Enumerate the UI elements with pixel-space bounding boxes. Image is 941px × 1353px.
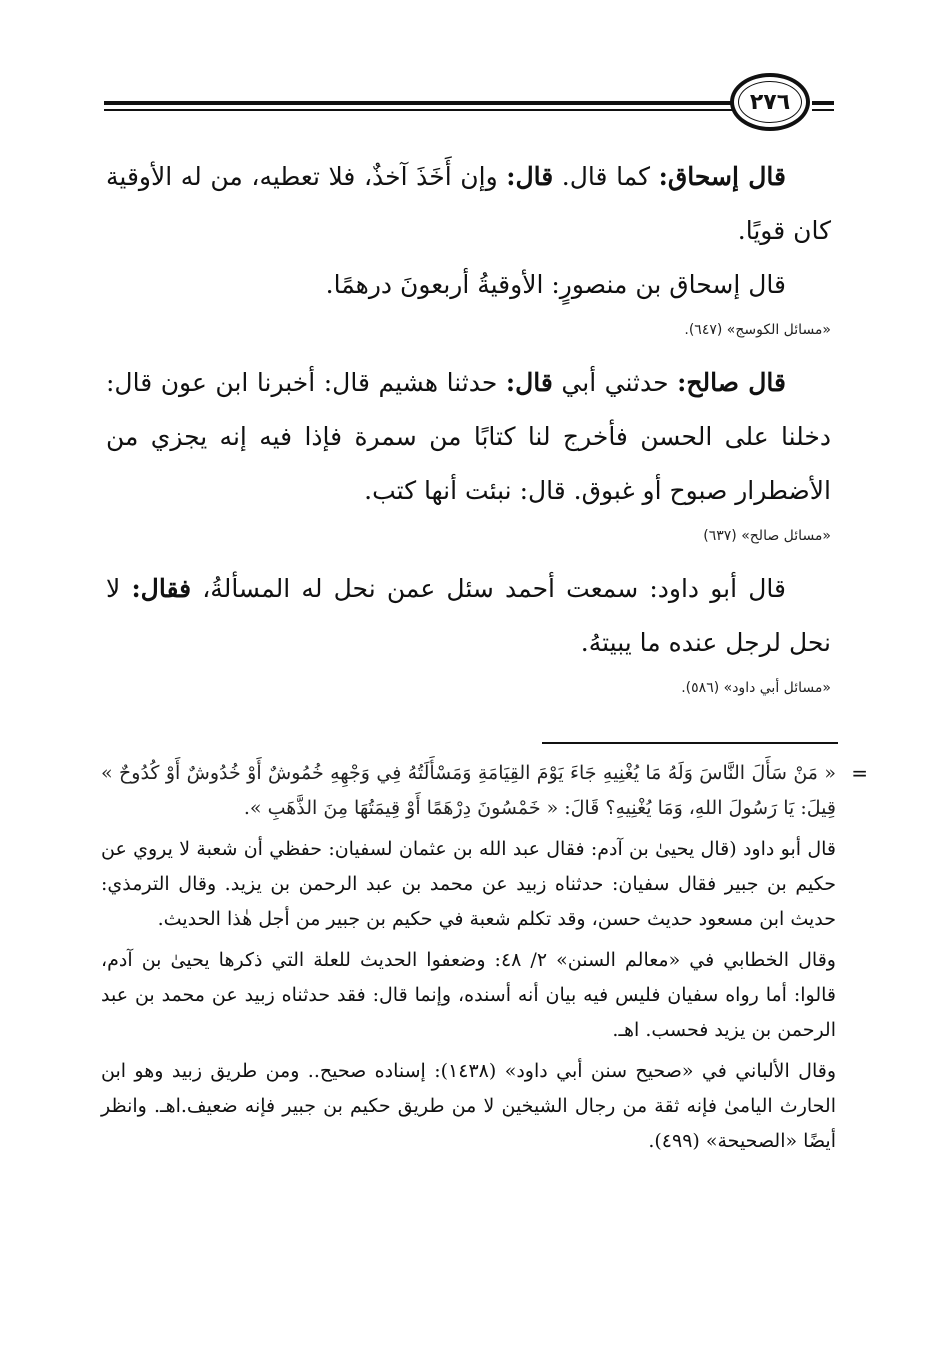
footnotes: [101, 756, 868, 1165]
footnote-paragraph: وقال الألباني في «صحيح سنن أبي داود» (١٤٣٨): إسناده صحيح.. ومن طريق زبيد وهو ابن الحارث اليامىٰ فإنه ثقة من رجال الشيخين لا من طريق حكيم بن جبير فإنه ضعيف.اهـ. وانظر أيضًا «الصحيحة» (٤٩٩).: [101, 1060, 836, 1152]
paragraph-ishaq-mansur: قال إسحاق بن منصورٍ: الأوقيةُ أربعونَ درهمًا.: [325, 270, 786, 299]
paragraph-ishaq: قال إسحاق: كما قال. قال: وإن أَخَذَ آخذٌ، فلا تعطيه، من له الأوقية كان قويًا.: [106, 162, 831, 245]
source-citation: «مسائل الكوسج» (٦٤٧).: [684, 322, 831, 338]
speaker-label: قال إسحاق:: [658, 162, 786, 191]
footnote-separator: [542, 742, 838, 744]
page-number: [730, 73, 810, 131]
source-citation: «مسائل صالح» (٦٣٧): [703, 528, 831, 544]
header-rule-thin: [104, 109, 732, 111]
paragraph-salih: قال صالح: حدثني أبي قال: حدثنا هشيم قال: أخبرنا ابن عون قال: دخلنا على الحسن فأخرج لنا كتابًا من سمرة فإذا فيه إنه يجزي من الأضطرار صبوح أو غبوق. قال: نبئت أنها كتب.: [106, 368, 831, 505]
main-text: [106, 150, 831, 714]
footnote-paragraph: قال أبو داود (قال يحيىٰ بن آدم: فقال عبد الله بن عثمان لسفيان: حفظي أن شعبة لا يروي عن حكيم بن جبير فقال سفيان: حدثناه زبيد عن محمد بن عبد الرحمن بن يزيد. وقال الترمذي: حديث ابن مسعود حديث حسن، وقد تكلم شعبة في حكيم بن جبير من أجل هٰذا الحديث.: [101, 838, 836, 930]
page-number-text: ٢٧٦: [749, 89, 791, 115]
source-citation: «مسائل أبي داود» (٥٨٦).: [681, 680, 831, 696]
footnote-hadith: « مَنْ سَأَلَ النَّاسَ وَلَهُ مَا يُغْنِيهِ جَاءَ يَوْمَ القِيَامَةِ وَمَسْأَلَتُهُ فِي وَجْهِهِ خُمُوشٌ أَوْ خُدُوشٌ أَوْ كُدُوحٌ » قِيلَ: يَا رَسُولَ اللهِ، وَمَا يُغْنِيهِ؟ قَالَ: « خَمْسُونَ دِرْهَمًا أَوْ قِيمَتُهَا مِنَ الذَّهَبِ ».: [101, 762, 836, 819]
header-rule: [104, 101, 732, 105]
paragraph-abu-dawud: قال أبو داود: سمعت أحمد سئل عمن نحل له المسألةُ، فقال: لا نحل لرجل عنده ما يبيتهُ.: [106, 574, 831, 657]
continuation-marker: =: [851, 761, 868, 785]
footnote-paragraph: وقال الخطابي في «معالم السنن» ٢/ ٤٨: وضعفوا الحديث للعلة التي ذكرها يحيىٰ بن آدم، قالوا: أما رواه سفيان فليس فيه بيان أنه أسنده، وإنما قال: فقد حدثناه زبيد عن محمد بن عبد الرحمن بن يزيد فحسب. اهـ.: [101, 949, 836, 1041]
header-rule-right-thin: [812, 109, 834, 111]
header-rule-right: [812, 101, 834, 105]
